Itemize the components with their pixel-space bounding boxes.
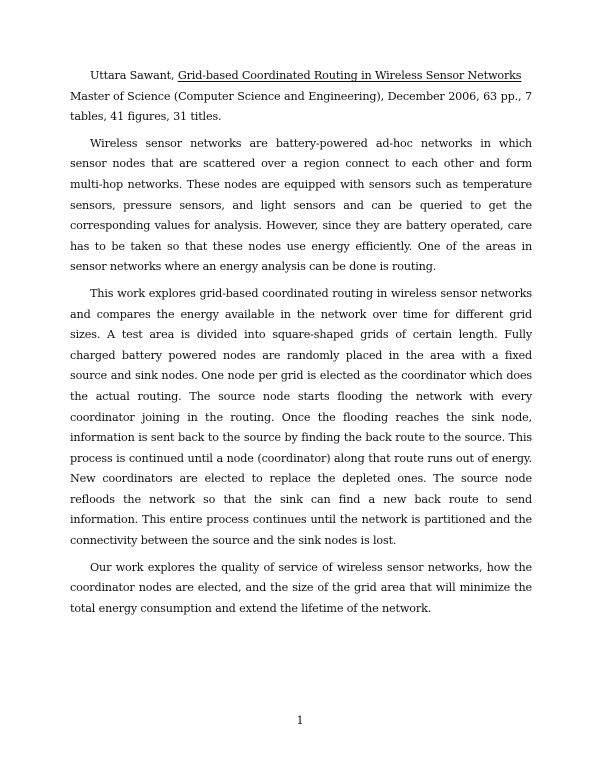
paragraph-1: Wireless sensor networks are battery-powered ad-hoc networks in which sensor nodes that are scattered over a region connect to each other and form multi-hop networks. These nodes are equipped with sensors such as temperature sensors, pressure sensors, and light sensors and can be queried to get the corresponding values for analysis. However, since they are battery operated, care has to be taken so that these nodes use energy efficiently. One of the areas in sensor networks where an energy analysis can be done is routing. — [70, 136, 532, 274]
degree-info: Master of Science (Computer Science and Engineering), December 2006, 63 pp., 7 tables, 41 figures, 31 titles. — [70, 89, 532, 124]
abstract-body — [70, 66, 532, 625]
paragraph-3: Our work explores the quality of service of wireless sensor networks, how the coordinator nodes are elected, and the size of the grid area that will minimize the total energy consumption and extend the lifetime of the network. — [70, 560, 532, 615]
abstract-heading — [70, 66, 532, 87]
paragraph-2: This work explores grid-based coordinated routing in wireless sensor networks and compares the energy available in the network over time for different grid sizes. A test area is divided into square-shaped grids of certain length. Fully charged battery powered nodes are randomly placed in the area with a fixed source and sink nodes. One node per grid is elected as the coordinator which does the actual routing. The source node starts flooding the network with every coordinator joining in the routing. Once the flooding reaches the sink node, information is sent back to the source by finding the back route to the source. This process is continued until a node (coordinator) along that route runs out of energy. New coordinators are elected to replace the depleted ones. The source node refloods the network so that the sink can find a new back route to send information. This entire process continues until the network is partitioned and the connectivity between the source and the sink nodes is lost. — [70, 286, 532, 548]
page-number: 1 — [296, 714, 304, 727]
author-name: Uttara Sawant, — [90, 69, 175, 82]
thesis-title: Grid-based Coordinated Routing in Wireless Sensor Networks — [177, 69, 522, 82]
